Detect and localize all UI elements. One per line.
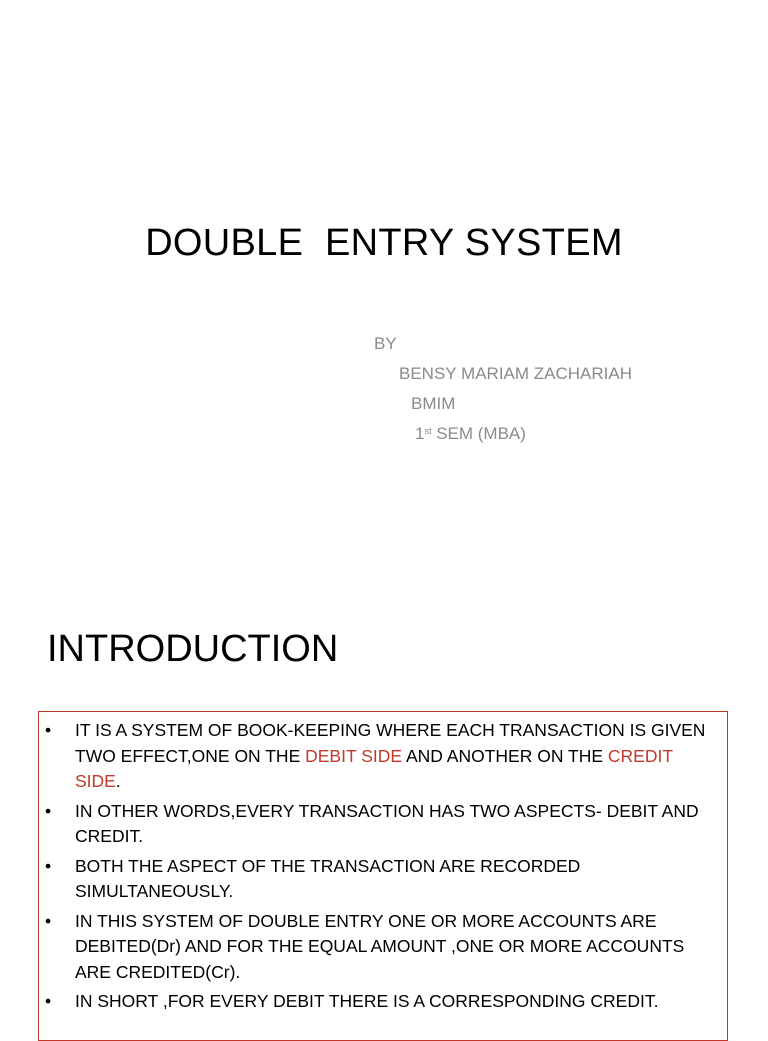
- debit-side-highlight: DEBIT SIDE: [305, 745, 403, 766]
- semester-number: 1: [415, 424, 425, 443]
- credit-side-highlight: CREDIT SIDE: [75, 745, 673, 791]
- byline-semester: [415, 424, 526, 444]
- semester-ordinal: st: [424, 426, 432, 436]
- bullet-item: • IN THIS SYSTEM OF DOUBLE ENTRY ONE OR MORE ACCOUNTS ARE DEBITED(Dr) AND FOR THE EQUAL AMOUNT ,ONE OR MORE ACCOUNTS ARE CREDITED(Cr).: [75, 909, 707, 986]
- section-title: INTRODUCTION: [47, 628, 339, 670]
- bullet-item: • IN SHORT ,FOR EVERY DEBIT THERE IS A CORRESPONDING CREDIT.: [75, 989, 707, 1015]
- bullet-text: IT IS A SYSTEM OF BOOK-KEEPING WHERE EACH TRANSACTION IS GIVEN TWO EFFECT,ONE ON THE: [75, 720, 706, 766]
- byline-by: BY: [374, 334, 397, 353]
- bullet-item: • BOTH THE ASPECT OF THE TRANSACTION ARE RECORDED SIMULTANEOUSLY.: [75, 854, 707, 905]
- semester-text: SEM (MBA): [431, 424, 526, 443]
- bullet-item: [75, 718, 707, 795]
- byline-author: BENSY MARIAM ZACHARIAH: [399, 364, 633, 383]
- bullet-text: AND ANOTHER ON THE: [402, 745, 608, 766]
- slide-title: DOUBLE ENTRY SYSTEM: [145, 222, 623, 264]
- bullet-list: [39, 712, 727, 1015]
- byline-institution: BMIM: [411, 394, 456, 413]
- bullet-item: • IN OTHER WORDS,EVERY TRANSACTION HAS TWO ASPECTS- DEBIT AND CREDIT.: [75, 799, 707, 850]
- bullet-text: .: [115, 771, 121, 791]
- introduction-slide: [0, 580, 768, 1024]
- bullet-box: [38, 711, 728, 1041]
